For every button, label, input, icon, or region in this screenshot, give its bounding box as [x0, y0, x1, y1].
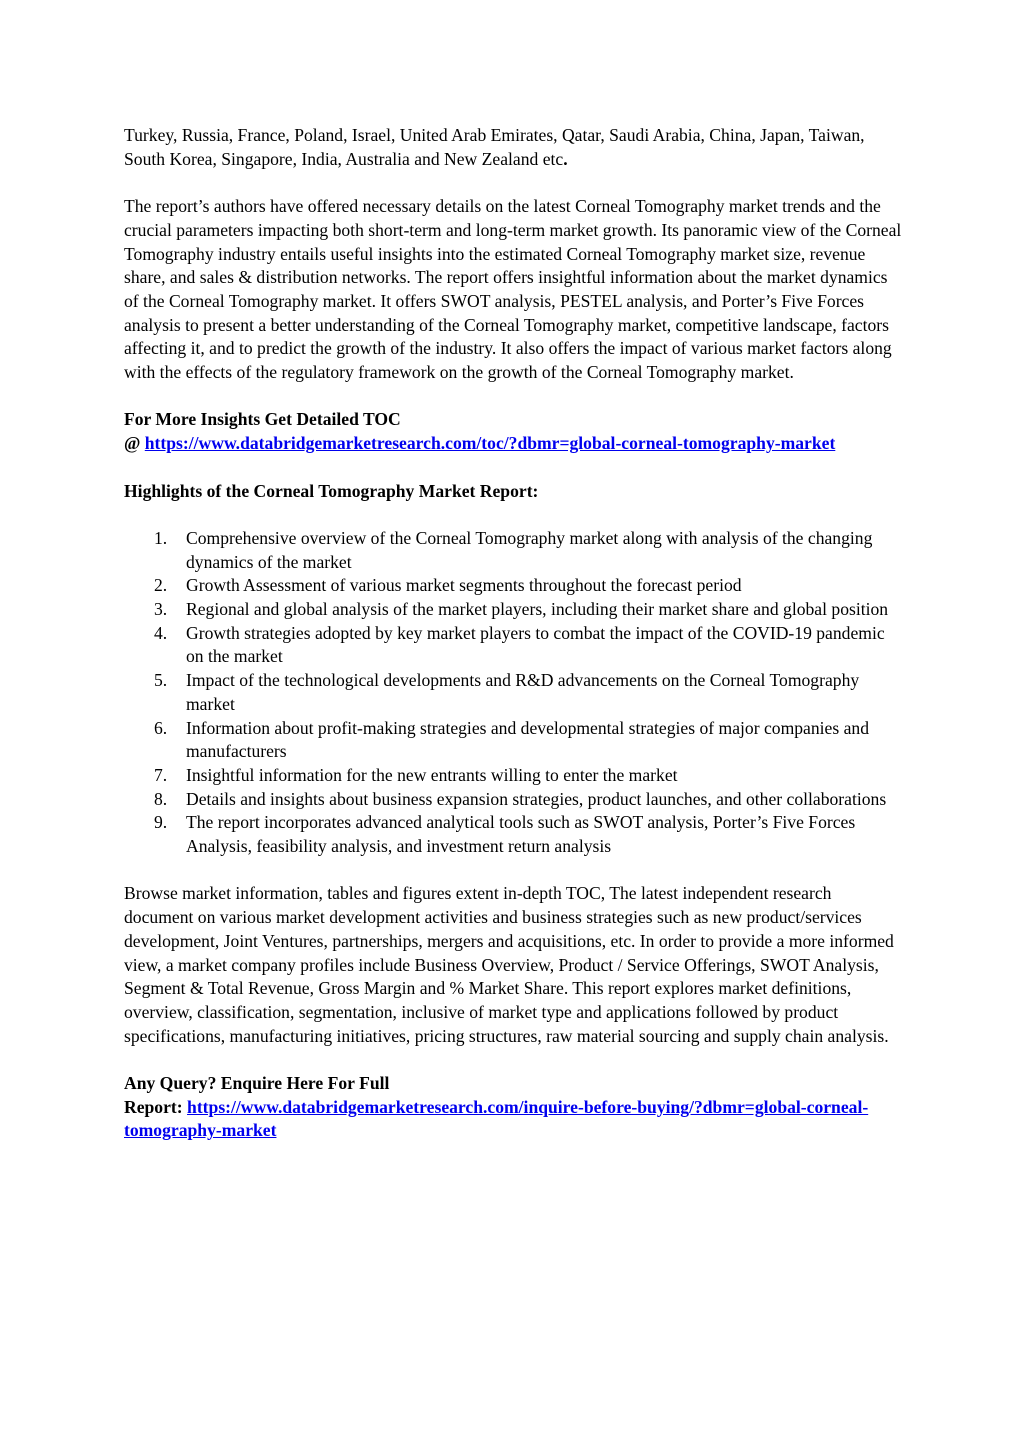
highlight-text: Impact of the technological developments and R&D advancements on the Corneal Tomography market — [186, 670, 860, 714]
toc-heading: For More Insights Get Detailed TOC — [124, 409, 401, 430]
toc-link-line — [124, 432, 904, 456]
highlight-number: 6. — [154, 717, 168, 738]
highlight-item — [124, 527, 904, 574]
highlight-text: Details and insights about business expansion strategies, product launches, and other collaborations — [186, 788, 887, 809]
toc-prefix: @ — [124, 433, 145, 454]
highlights-heading: Highlights of the Corneal Tomography Market Report: — [124, 480, 539, 501]
document-page — [124, 124, 904, 1143]
highlight-number: 8. — [154, 788, 168, 809]
browse-paragraph: Browse market information, tables and figures extent in-depth TOC, The latest independent research document on various market development activities and business strategies such as new product/services development, Joint Ventures, partnerships, mergers and acquisitions, etc. In order to provide a more informed view, a market company profiles include Business Overview, Product / Service Offerings, SWOT Analysis, Segment & Total Revenue, Gross Margin and % Market Share. This report explores market definitions, overview, classification, segmentation, inclusive of market type and applications followed by product specifications, manufacturing initiatives, pricing structures, raw material sourcing and supply chain analysis. — [124, 883, 894, 1046]
enquiry-prefix: Report: — [124, 1096, 188, 1117]
highlight-item — [124, 622, 904, 669]
toc-link[interactable]: https://www.databridgemarketresearch.com/toc/?dbmr=global-corneal-tomography-market — [144, 433, 836, 454]
highlight-text: Regional and global analysis of the market players, including their market share and global position — [186, 599, 889, 619]
highlight-item — [124, 717, 904, 764]
countries-text: Turkey, Russia, France, Poland, Israel, United Arab Emirates, Qatar, Saudi Arabia, China, Japan, Taiwan, South Korea, Singapore, India, Australia and New Zealand etc — [124, 125, 865, 169]
intro-countries-paragraph — [124, 124, 904, 171]
highlight-item — [124, 788, 904, 812]
highlight-number: 5. — [154, 670, 168, 691]
highlight-item — [124, 669, 904, 716]
highlight-item — [124, 574, 904, 598]
highlight-text: Growth strategies adopted by key market players to combat the impact of the COVID-19 pandemic on the market — [186, 622, 885, 667]
overview-paragraph: The report’s authors have offered necessary details on the latest Corneal Tomography market trends and the crucial parameters impacting both short-term and long-term market growth. Its panoramic view of the Corneal Tomography industry entails useful insights into the estimated Corneal Tomography market size, revenue share, and sales & distribution networks. The report offers insightful information about the market dynamics of the Corneal Tomography market. It offers SWOT analysis, PESTEL analysis, and Porter’s Five Forces analysis to present a better understanding of the Corneal Tomography market, competitive landscape, factors affecting it, and to predict the growth of the industry. It also offers the impact of various market factors along with the effects of the regulatory framework on the growth of the Corneal Tomography market. — [124, 196, 902, 383]
enquiry-link-line — [124, 1096, 904, 1143]
highlight-number: 1. — [154, 527, 168, 548]
highlight-item — [124, 598, 904, 622]
highlight-text: Insightful information for the new entrants willing to enter the market — [186, 764, 678, 785]
highlight-item — [124, 811, 904, 858]
highlight-text: Growth Assessment of various market segments throughout the forecast period — [186, 575, 742, 596]
highlight-item — [124, 764, 904, 788]
highlight-number: 7. — [154, 764, 168, 785]
highlight-number: 2. — [154, 575, 168, 596]
enquiry-link[interactable]: https://www.databridgemarketresearch.com/inquire-before-buying/?dbmr=global-corneal-tomography-market — [124, 1096, 869, 1141]
highlights-list — [124, 527, 904, 859]
enquiry-heading: Any Query? Enquire Here For Full — [124, 1073, 390, 1094]
intro-period: . — [563, 148, 568, 169]
highlight-number: 3. — [154, 599, 168, 619]
highlight-number: 4. — [154, 622, 168, 643]
highlight-number: 9. — [154, 812, 168, 833]
highlight-text: Information about profit-making strategies and developmental strategies of major companies and manufacturers — [186, 717, 870, 762]
highlight-text: The report incorporates advanced analytical tools such as SWOT analysis, Porter’s Five Forces Analysis, feasibility analysis, and investment return analysis — [186, 812, 856, 857]
highlight-text: Comprehensive overview of the Corneal Tomography market along with analysis of the changing dynamics of the market — [186, 527, 873, 572]
